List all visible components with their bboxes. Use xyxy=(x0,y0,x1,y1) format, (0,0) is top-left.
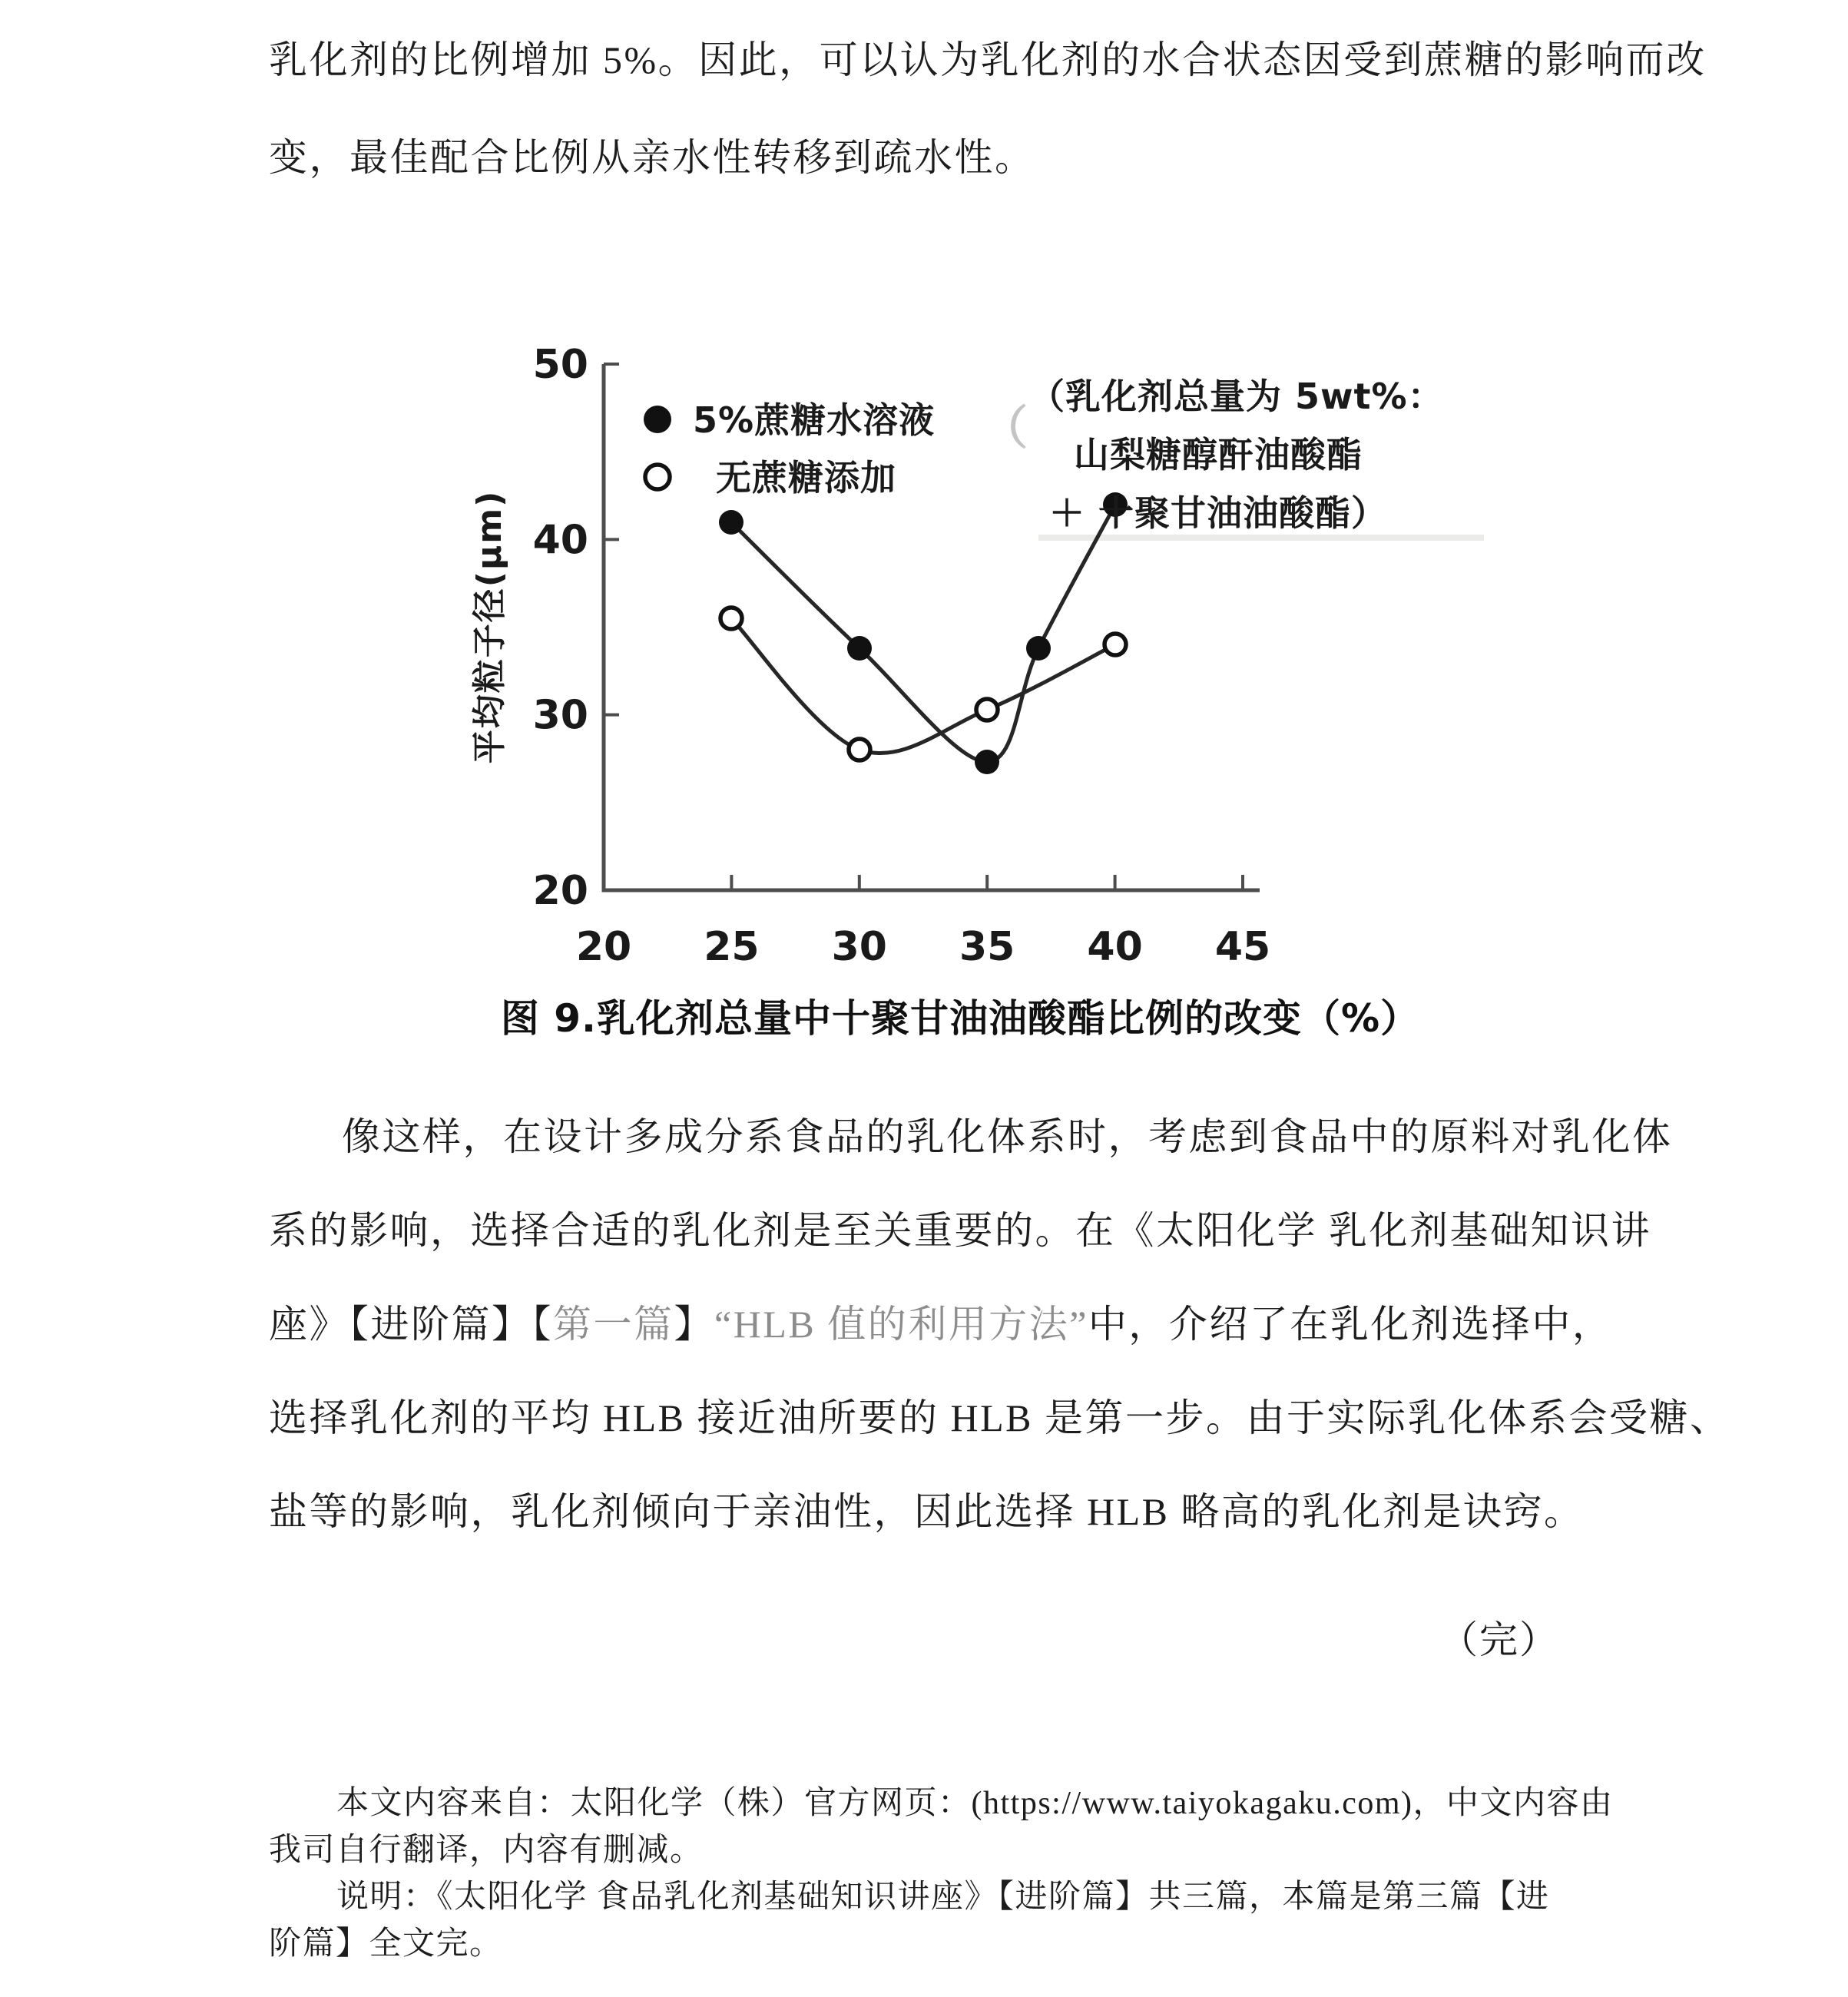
footer-line3: 说明：《太阳化学 食品乳化剂基础知识讲座》【进阶篇】共三篇，本篇是第三篇【进 xyxy=(336,1879,1550,1915)
x-tick-label: 30 xyxy=(831,924,887,970)
body-paragraph2-line3 xyxy=(269,1301,1728,1347)
data-point-open xyxy=(849,739,870,760)
figure9-chart xyxy=(421,321,1727,1089)
footer-line4: 阶篇】全文完。 xyxy=(269,1926,503,1962)
reference-part1-link: 第一篇 xyxy=(553,1303,674,1346)
footer-line1 xyxy=(269,1777,1796,1823)
y-tick-label: 40 xyxy=(532,517,588,564)
footer-line2: 我司自行翻译，内容有删减。 xyxy=(269,1833,704,1868)
x-tick-label: 40 xyxy=(1087,924,1143,970)
x-tick-label: 45 xyxy=(1214,924,1271,970)
data-point-open xyxy=(1104,634,1126,655)
line3-text: 座》【进阶篇】【 xyxy=(269,1303,553,1346)
body-paragraph2-line5: 盐等的影响，乳化剂倾向于亲油性，因此选择 HLB 略高的乳化剂是诀窍。 xyxy=(269,1490,1585,1533)
legend-marker-open xyxy=(645,465,670,489)
figure9-caption: 图 9.乳化剂总量中十聚甘油油酸酯比例的改变（%） xyxy=(500,996,1420,1041)
data-point-filled xyxy=(1026,636,1051,661)
annotation-line-2: 山梨糖醇酐油酸酯 xyxy=(1074,434,1363,475)
source-url[interactable]: (https://www.taiyokagaku.com) xyxy=(971,1786,1413,1821)
data-point-open xyxy=(720,608,742,629)
figure9-plot xyxy=(421,321,1727,1089)
annotation-line-3: ＋ 十聚甘油油酸酯） xyxy=(1049,492,1388,534)
scan-artifact-streak xyxy=(1038,535,1484,541)
body-paragraph2-line2: 系的影响，选择合适的乳化剂是至关重要的。在《太阳化学 乳化剂基础知识讲 xyxy=(269,1209,1651,1252)
legend-label: 无蔗糖添加 xyxy=(716,457,896,498)
y-axis-title: 平均粒子径(μm) xyxy=(470,489,509,764)
ghost-paren-artifact: （ xyxy=(982,402,1028,455)
y-tick-label: 30 xyxy=(532,692,588,739)
line3-text: 】 xyxy=(674,1303,714,1346)
x-tick-label: 35 xyxy=(959,924,1015,970)
legend-marker-filled xyxy=(644,406,671,433)
data-point-open xyxy=(976,699,998,720)
data-point-filled xyxy=(975,750,999,774)
footer-source-text: 本文内容来自：太阳化学（株）官方网页： xyxy=(336,1786,972,1821)
end-of-article-mark: （完） xyxy=(1439,1618,1559,1661)
reference-hlb-method-link: “HLB 值的利用方法” xyxy=(714,1303,1088,1346)
body-paragraph1-line1: 乳化剂的比例增加 5%。因此，可以认为乳化剂的水合状态因受到蔗糖的影响而改 xyxy=(269,38,1707,81)
line3-text: 中，介绍了在乳化剂选择中， xyxy=(1088,1303,1613,1346)
series-line-2 xyxy=(731,618,1115,753)
body-paragraph2-line1: 像这样，在设计多成分系食品的乳化体系时，考虑到食品中的原料对乳化体 xyxy=(342,1115,1673,1158)
data-point-filled xyxy=(719,510,744,535)
body-paragraph2-line4: 选择乳化剂的平均 HLB 接近油所要的 HLB 是第一步。由于实际乳化体系会受糖、 xyxy=(269,1396,1730,1439)
x-tick-label: 20 xyxy=(575,924,632,970)
legend-label: 5%蔗糖水溶液 xyxy=(693,399,936,441)
x-tick-label: 25 xyxy=(704,924,760,970)
data-point-filled xyxy=(847,636,872,661)
annotation-line-1: （乳化剂总量为 5wt%： xyxy=(1029,376,1444,417)
y-tick-label: 50 xyxy=(532,342,588,388)
body-paragraph1-line2: 变，最佳配合比例从亲水性转移到疏水性。 xyxy=(269,136,1035,179)
y-tick-label: 20 xyxy=(532,868,588,914)
footer-source-text: ，中文内容由 xyxy=(1412,1786,1614,1821)
series-line-1 xyxy=(731,505,1115,762)
